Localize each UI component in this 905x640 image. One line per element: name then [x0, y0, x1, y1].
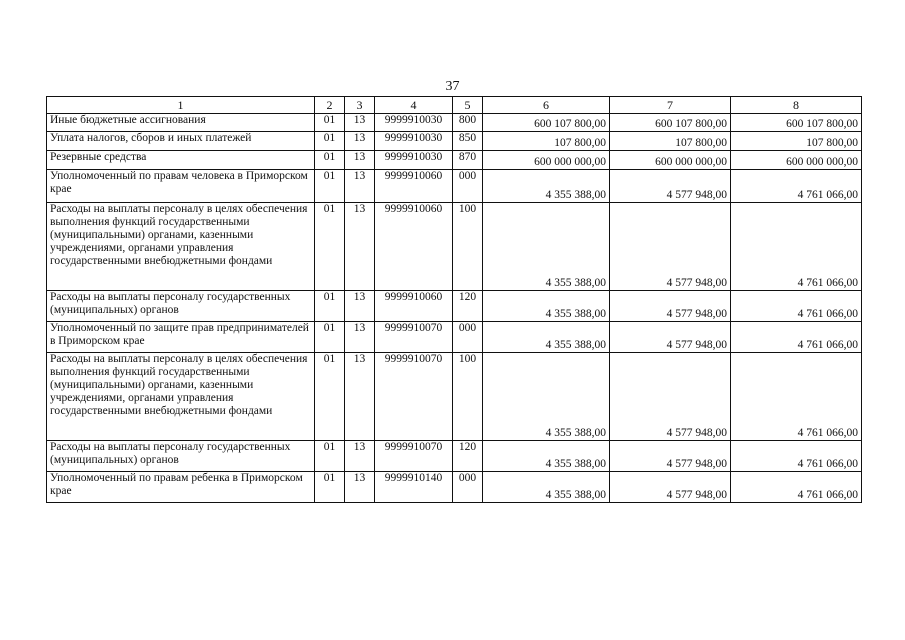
- row-name: Уполномоченный по защите прав предпринимателей в Приморском крае: [47, 322, 315, 353]
- row-amount-1: 4 355 388,00: [483, 170, 610, 203]
- table-row: [47, 132, 862, 151]
- row-amount-1: 107 800,00: [483, 132, 610, 151]
- table-row: [47, 441, 862, 472]
- row-section: 01: [315, 291, 345, 322]
- row-amount-1: 4 355 388,00: [483, 291, 610, 322]
- budget-table: [46, 96, 862, 503]
- header-col-7: 7: [610, 97, 731, 114]
- row-name: Уполномоченный по правам ребенка в Приморском крае: [47, 472, 315, 503]
- row-amount-2: 4 577 948,00: [610, 170, 731, 203]
- row-subsection: 13: [345, 203, 375, 291]
- row-section: 01: [315, 203, 345, 291]
- row-section: 01: [315, 353, 345, 441]
- row-amount-1: 4 355 388,00: [483, 203, 610, 291]
- row-expense-type: 000: [453, 322, 483, 353]
- row-subsection: 13: [345, 132, 375, 151]
- row-expense-type: 100: [453, 353, 483, 441]
- row-target-code: 9999910070: [375, 322, 453, 353]
- row-section: 01: [315, 151, 345, 170]
- row-amount-2: 4 577 948,00: [610, 203, 731, 291]
- row-amount-3: 4 761 066,00: [731, 291, 862, 322]
- row-amount-2: 600 000 000,00: [610, 151, 731, 170]
- row-section: 01: [315, 114, 345, 132]
- row-expense-type: 870: [453, 151, 483, 170]
- row-subsection: 13: [345, 170, 375, 203]
- header-col-4: 4: [375, 97, 453, 114]
- row-subsection: 13: [345, 353, 375, 441]
- row-expense-type: 100: [453, 203, 483, 291]
- header-col-8: 8: [731, 97, 862, 114]
- row-amount-1: 4 355 388,00: [483, 441, 610, 472]
- row-section: 01: [315, 170, 345, 203]
- row-amount-2: 4 577 948,00: [610, 322, 731, 353]
- row-amount-3: 600 107 800,00: [731, 114, 862, 132]
- row-amount-2: 4 577 948,00: [610, 441, 731, 472]
- row-subsection: 13: [345, 472, 375, 503]
- header-row: [47, 97, 862, 114]
- row-subsection: 13: [345, 322, 375, 353]
- row-expense-type: 120: [453, 291, 483, 322]
- row-name: Уплата налогов, сборов и иных платежей: [47, 132, 315, 151]
- row-amount-3: 4 761 066,00: [731, 322, 862, 353]
- row-expense-type: 850: [453, 132, 483, 151]
- row-section: 01: [315, 322, 345, 353]
- row-name: Уполномоченный по правам человека в Приморском крае: [47, 170, 315, 203]
- row-amount-3: 4 761 066,00: [731, 441, 862, 472]
- table-row: [47, 170, 862, 203]
- row-name: Расходы на выплаты персоналу в целях обеспечения выполнения функций государственными (муниципальными) органами, казенными учреждениями, органами управления государственными внебюджетными фондами: [47, 203, 315, 291]
- row-expense-type: 000: [453, 472, 483, 503]
- row-subsection: 13: [345, 291, 375, 322]
- row-amount-2: 107 800,00: [610, 132, 731, 151]
- page-number: 37: [445, 79, 460, 94]
- row-name: Расходы на выплаты персоналу в целях обеспечения выполнения функций государственными (муниципальными) органами, казенными учреждениями, органами управления государственными внебюджетными фондами: [47, 353, 315, 441]
- row-name: Иные бюджетные ассигнования: [47, 114, 315, 132]
- row-amount-3: 600 000 000,00: [731, 151, 862, 170]
- table-row: [47, 472, 862, 503]
- row-amount-3: 4 761 066,00: [731, 472, 862, 503]
- row-amount-1: 600 107 800,00: [483, 114, 610, 132]
- row-amount-1: 4 355 388,00: [483, 353, 610, 441]
- row-subsection: 13: [345, 114, 375, 132]
- row-amount-1: 4 355 388,00: [483, 472, 610, 503]
- row-section: 01: [315, 132, 345, 151]
- row-amount-3: 4 761 066,00: [731, 170, 862, 203]
- row-name: Расходы на выплаты персоналу государственных (муниципальных) органов: [47, 291, 315, 322]
- row-expense-type: 000: [453, 170, 483, 203]
- table-row: [47, 353, 862, 441]
- row-amount-2: 4 577 948,00: [610, 472, 731, 503]
- row-expense-type: 800: [453, 114, 483, 132]
- row-amount-2: 4 577 948,00: [610, 291, 731, 322]
- row-amount-1: 600 000 000,00: [483, 151, 610, 170]
- header-col-6: 6: [483, 97, 610, 114]
- row-target-code: 9999910140: [375, 472, 453, 503]
- header-col-3: 3: [345, 97, 375, 114]
- header-col-5: 5: [453, 97, 483, 114]
- row-subsection: 13: [345, 151, 375, 170]
- row-subsection: 13: [345, 441, 375, 472]
- row-name: Резервные средства: [47, 151, 315, 170]
- row-section: 01: [315, 472, 345, 503]
- row-section: 01: [315, 441, 345, 472]
- row-amount-1: 4 355 388,00: [483, 322, 610, 353]
- row-target-code: 9999910060: [375, 170, 453, 203]
- row-amount-2: 4 577 948,00: [610, 353, 731, 441]
- row-amount-3: 4 761 066,00: [731, 203, 862, 291]
- row-target-code: 9999910030: [375, 132, 453, 151]
- row-target-code: 9999910070: [375, 353, 453, 441]
- table-row: [47, 151, 862, 170]
- table-row: [47, 203, 862, 291]
- row-amount-2: 600 107 800,00: [610, 114, 731, 132]
- header-col-1: 1: [47, 97, 315, 114]
- table-row: [47, 291, 862, 322]
- row-target-code: 9999910030: [375, 114, 453, 132]
- row-target-code: 9999910060: [375, 291, 453, 322]
- table-row: [47, 114, 862, 132]
- row-amount-3: 4 761 066,00: [731, 353, 862, 441]
- row-target-code: 9999910070: [375, 441, 453, 472]
- header-col-2: 2: [315, 97, 345, 114]
- row-amount-3: 107 800,00: [731, 132, 862, 151]
- row-target-code: 9999910030: [375, 151, 453, 170]
- row-name: Расходы на выплаты персоналу государственных (муниципальных) органов: [47, 441, 315, 472]
- row-target-code: 9999910060: [375, 203, 453, 291]
- row-expense-type: 120: [453, 441, 483, 472]
- table-row: [47, 322, 862, 353]
